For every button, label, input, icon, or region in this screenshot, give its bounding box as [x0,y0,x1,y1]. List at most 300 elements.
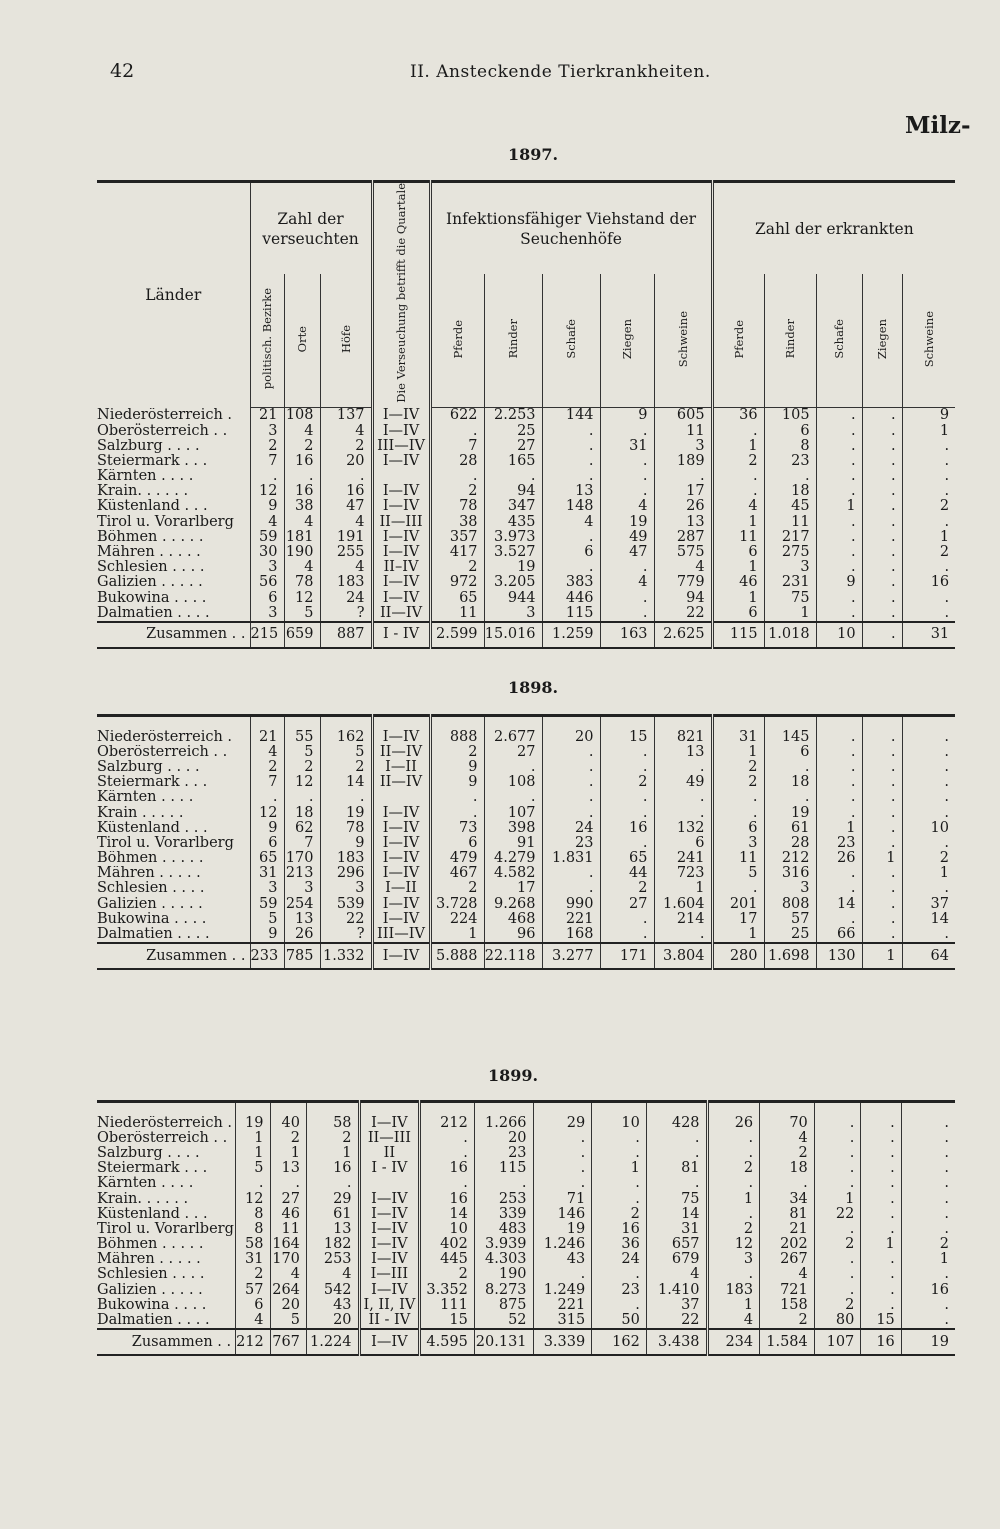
data-cell: . [816,515,862,530]
data-cell: 24 [320,591,372,606]
data-cell: 11 [430,606,484,622]
total-cell: 1 [862,943,902,969]
data-cell: . [760,1176,815,1191]
data-cell: . [712,423,764,438]
data-cell: 75 [646,1191,707,1206]
data-cell: I—IV [372,423,430,438]
data-cell: . [600,760,654,775]
data-cell: . [430,469,484,484]
data-cell: 1 [712,745,764,760]
total-cell: 15.016 [484,622,542,648]
table-row [97,606,955,622]
total-cell: 234 [707,1329,760,1355]
data-cell: 15 [420,1313,475,1329]
data-cell: 3 [320,881,372,896]
data-cell: 43 [306,1298,359,1313]
data-cell: 23 [474,1146,533,1161]
data-cell: . [902,775,955,790]
data-cell: 26 [816,851,862,866]
data-cell: . [542,423,600,438]
data-cell: 78 [284,575,320,590]
data-cell: . [862,439,902,454]
data-cell: 164 [270,1237,306,1252]
year-title-1897: 1897. [508,145,559,164]
table-row [97,408,955,424]
data-cell: II - IV [359,1313,420,1329]
data-cell: 58 [306,1116,359,1131]
data-cell: 5 [270,1313,306,1329]
data-cell: 6 [712,545,764,560]
data-cell: 10 [592,1116,647,1131]
land-name-cell: Kärnten . . . . [97,790,194,806]
data-cell: . [862,897,902,912]
total-cell: 16 [861,1329,901,1355]
data-cell: II—III [359,1131,420,1146]
col-header-schafe: Schafe [832,318,847,359]
data-cell: 201 [712,897,764,912]
data-cell: 36 [712,408,764,424]
data-cell: 23 [764,454,816,469]
data-cell: 9 [600,408,654,424]
data-cell: I—IV [372,912,430,927]
data-cell: 255 [320,545,372,560]
data-cell: 29 [533,1116,592,1131]
data-cell: . [862,454,902,469]
data-cell: 158 [760,1298,815,1313]
data-cell: 47 [320,499,372,514]
table-row [97,484,955,499]
data-cell: . [901,1116,955,1131]
data-cell: 2 [320,760,372,775]
data-cell: 575 [654,545,712,560]
data-cell: . [816,408,862,424]
data-cell: 57 [764,912,816,927]
data-cell: 78 [320,821,372,836]
data-cell: 13 [284,912,320,927]
table-row [97,499,955,514]
data-cell: 417 [430,545,484,560]
data-cell: I—IV [372,545,430,560]
total-cell: 31 [902,622,955,648]
data-cell: . [320,469,372,484]
total-cell: 19 [901,1329,955,1355]
data-cell: 75 [764,591,816,606]
data-cell: 3 [284,881,320,896]
data-cell: . [816,730,862,745]
data-cell: 2 [306,1131,359,1146]
land-name-cell: Bukowina . . . . [97,590,207,606]
data-cell: 253 [306,1252,359,1267]
total-row [97,1329,955,1355]
land-name-cell: Tirol u. Vorarlberg [97,835,234,851]
data-cell: 316 [764,866,816,881]
table-row [97,1131,955,1146]
data-cell: 14 [902,912,955,927]
data-cell: . [600,423,654,438]
data-cell: . [646,1131,707,1146]
data-cell: . [712,790,764,805]
data-cell: 144 [542,408,600,424]
data-cell: 1 [306,1146,359,1161]
land-name-cell: Schlesien . . . . [97,560,205,576]
data-cell: 1 [712,927,764,943]
data-cell: 78 [430,499,484,514]
total-cell: I - IV [372,622,430,648]
data-cell: . [902,484,955,499]
data-cell: II—IV [372,745,430,760]
data-cell: 108 [484,775,542,790]
land-name-cell: Küstenland . . . [97,820,208,836]
data-cell: 11 [712,851,764,866]
data-cell: 9.268 [484,897,542,912]
col-header-erkrankten: Zahl der erkrankten [712,182,955,275]
data-cell: I—IV [372,730,430,745]
col-header-pferde: Pferde [450,319,465,358]
col-header-bezirke: politisch. Bezirke [260,288,274,390]
data-cell: III—IV [372,927,430,943]
data-cell: 9 [250,499,284,514]
data-cell: 9 [430,775,484,790]
data-cell: 21 [250,408,284,424]
land-name-cell: Galizien . . . . . [97,896,203,912]
data-cell: 2 [284,439,320,454]
total-cell: I—IV [359,1329,420,1355]
total-cell: 887 [320,622,372,648]
land-name-cell: Steiermark . . . [97,1161,208,1177]
data-cell: 4 [284,515,320,530]
data-cell: 115 [474,1161,533,1176]
data-cell: . [861,1207,901,1222]
data-cell: 27 [600,897,654,912]
data-cell: 34 [760,1191,815,1206]
data-cell: 217 [764,530,816,545]
data-cell: 2 [270,1131,306,1146]
data-cell: 59 [250,530,284,545]
land-name-cell: Kärnten . . . . [97,469,194,485]
data-cell: 275 [764,545,816,560]
data-cell: 37 [902,897,955,912]
data-cell: . [592,1131,647,1146]
data-cell: . [592,1176,647,1191]
land-name-cell: Böhmen . . . . . [97,851,204,867]
data-cell: 3 [250,881,284,896]
land-name-cell: Kärnten . . . . [97,1176,194,1192]
data-cell: II—IV [372,775,430,790]
data-cell: 3.352 [420,1283,475,1298]
data-cell: 221 [542,912,600,927]
data-cell: . [861,1176,901,1191]
data-cell: . [902,745,955,760]
data-cell: 15 [861,1313,901,1329]
data-cell: 50 [592,1313,647,1329]
data-cell: . [902,881,955,896]
data-cell: 5 [284,606,320,622]
data-cell: 16 [284,454,320,469]
table-row [97,545,955,560]
data-cell: . [236,1176,270,1191]
data-cell: I—IV [372,499,430,514]
data-cell: 22 [814,1207,861,1222]
data-cell: 1 [816,821,862,836]
data-cell: 221 [533,1298,592,1313]
data-cell: . [861,1283,901,1298]
table-row [97,560,955,575]
data-cell: 1 [902,530,955,545]
data-cell: 253 [474,1191,533,1206]
data-cell: 402 [420,1237,475,1252]
data-cell: . [592,1298,647,1313]
data-cell: 1 [712,591,764,606]
data-cell: 1 [430,927,484,943]
data-cell [372,790,430,805]
data-cell: 2 [592,1207,647,1222]
data-cell: 3 [764,881,816,896]
data-cell: . [816,775,862,790]
data-cell: 7 [250,775,284,790]
data-cell: 888 [430,730,484,745]
land-name-cell: Krain. . . . . . [97,1191,189,1207]
data-cell: ? [320,606,372,622]
total-cell: 115 [712,622,764,648]
data-cell: 16 [420,1191,475,1206]
data-cell: . [902,927,955,943]
data-cell: 4 [600,575,654,590]
data-cell: 808 [764,897,816,912]
table-row [97,423,955,438]
table-row [97,730,955,745]
data-cell: 8.273 [474,1283,533,1298]
data-cell: 16 [902,575,955,590]
land-name-cell: Salzburg . . . . [97,1145,200,1161]
data-cell: 31 [646,1222,707,1237]
data-cell: 47 [600,545,654,560]
data-cell: 91 [484,836,542,851]
data-cell: . [542,760,600,775]
data-cell: 1 [712,560,764,575]
data-cell: 11 [764,515,816,530]
data-cell: 3.939 [474,1237,533,1252]
data-cell: . [814,1146,861,1161]
data-cell: . [862,866,902,881]
land-name-cell: Küstenland . . . [97,1206,208,1222]
data-cell: . [600,484,654,499]
data-cell: 542 [306,1283,359,1298]
land-name-cell: Böhmen . . . . . [97,1237,204,1253]
land-name-cell: Schlesien . . . . [97,881,205,897]
data-cell: 6 [250,836,284,851]
data-cell: . [306,1176,359,1191]
data-cell: . [901,1146,955,1161]
data-cell: . [861,1116,901,1131]
data-cell: 189 [654,454,712,469]
table-row [97,836,955,851]
data-cell: 2 [284,760,320,775]
data-cell: 30 [250,545,284,560]
data-cell: . [816,469,862,484]
total-cell: 1.224 [306,1329,359,1355]
data-cell: 2 [712,454,764,469]
data-cell: 3 [654,439,712,454]
data-cell: 18 [764,484,816,499]
data-cell: 3.728 [430,897,484,912]
table-row [97,866,955,881]
data-cell: . [707,1176,760,1191]
data-cell: . [816,530,862,545]
data-cell: . [816,484,862,499]
data-cell: . [902,760,955,775]
data-cell: 12 [284,775,320,790]
data-cell: 94 [484,484,542,499]
data-cell: 4 [760,1131,815,1146]
data-cell: 2 [901,1237,955,1252]
data-cell: . [902,454,955,469]
data-cell: I—IV [372,866,430,881]
data-cell: 10 [902,821,955,836]
data-cell: I—IV [359,1237,420,1252]
data-cell: 212 [420,1116,475,1131]
data-cell: 5 [284,745,320,760]
data-cell: . [707,1207,760,1222]
data-cell: . [816,423,862,438]
data-cell: 20 [542,730,600,745]
data-cell: II—IV [372,606,430,622]
total-cell: 233 [250,943,284,969]
data-cell: 7 [284,836,320,851]
data-cell: . [600,912,654,927]
total-cell: 107 [814,1329,861,1355]
data-cell: 14 [816,897,862,912]
data-cell: 31 [250,866,284,881]
data-cell: . [814,1267,861,1282]
data-cell: . [542,454,600,469]
data-cell: . [592,1267,647,1282]
land-name-cell: Krain . . . . . [97,805,184,821]
table-row [97,1267,955,1282]
land-name-cell: Niederösterreich . [97,407,233,424]
col-header-pferde: Pferde [731,319,746,358]
col-header-ziegen: Ziegen [620,318,635,359]
data-cell: . [862,927,902,943]
data-cell: 1 [712,439,764,454]
data-cell: 6 [712,606,764,622]
total-label: Zusammen . . [97,1329,236,1355]
data-cell: 3 [484,606,542,622]
land-name-cell: Küstenland . . . [97,499,208,515]
data-cell: . [484,469,542,484]
data-cell: 170 [284,851,320,866]
data-cell: 9 [902,408,955,424]
data-cell: . [707,1131,760,1146]
data-cell: 81 [646,1161,707,1176]
data-cell: 2 [707,1161,760,1176]
data-cell: II—III [372,515,430,530]
data-cell: 3 [250,423,284,438]
data-cell: I—IV [359,1191,420,1206]
land-name-cell: Steiermark . . . [97,775,208,791]
land-name-cell: Steiermark . . . [97,453,208,469]
data-cell: 21 [760,1222,815,1237]
data-cell: 96 [484,927,542,943]
data-cell: 483 [474,1222,533,1237]
data-cell: 779 [654,575,712,590]
data-cell: 287 [654,530,712,545]
data-cell: 132 [654,821,712,836]
data-cell: . [542,866,600,881]
data-cell: 2 [320,439,372,454]
data-cell: . [862,760,902,775]
data-cell: . [814,1161,861,1176]
land-name-cell: Böhmen . . . . . [97,529,204,545]
data-cell: 4.303 [474,1252,533,1267]
data-cell: . [862,515,902,530]
data-cell: . [862,560,902,575]
data-cell: 1.266 [474,1116,533,1131]
data-cell: 468 [484,912,542,927]
data-cell: 9 [320,836,372,851]
total-cell: 10 [816,622,862,648]
data-cell: . [862,545,902,560]
data-cell: I—IV [372,836,430,851]
total-cell: 5.888 [430,943,484,969]
data-cell: 2.253 [484,408,542,424]
data-cell: 46 [712,575,764,590]
data-cell: 11 [654,423,712,438]
data-cell: 181 [284,530,320,545]
table-row [97,1222,955,1237]
land-name-cell: Tirol u. Vorarlberg [97,514,234,530]
data-cell: . [542,530,600,545]
total-cell: 1.698 [764,943,816,969]
data-cell: . [814,1116,861,1131]
data-cell: 1 [816,499,862,514]
data-cell: . [861,1222,901,1237]
data-cell: 137 [320,408,372,424]
total-cell: 3.277 [542,943,600,969]
land-name-cell: Dalmatien . . . . [97,926,210,943]
data-cell: 49 [654,775,712,790]
data-cell: . [901,1298,955,1313]
table-row [97,1191,955,1206]
data-cell: 19 [533,1222,592,1237]
data-cell: 4 [284,423,320,438]
data-cell: 12 [250,484,284,499]
data-cell: . [533,1161,592,1176]
data-cell: 18 [764,775,816,790]
total-cell: 785 [284,943,320,969]
data-cell: 191 [320,530,372,545]
data-cell: 4 [600,499,654,514]
data-cell: . [902,560,955,575]
data-cell: . [862,591,902,606]
total-label: Zusammen . . [97,943,250,969]
data-cell: 61 [306,1207,359,1222]
data-cell: 19 [764,805,816,820]
data-cell: . [600,836,654,851]
data-cell: 2 [236,1267,270,1282]
data-cell: 105 [764,408,816,424]
data-cell: 36 [592,1237,647,1252]
data-cell: 13 [654,745,712,760]
data-cell: 3.527 [484,545,542,560]
data-cell: 23 [816,836,862,851]
data-cell: 56 [250,575,284,590]
data-cell: 12 [707,1237,760,1252]
data-cell: 2 [814,1298,861,1313]
data-cell: 18 [760,1161,815,1176]
data-cell: II [359,1146,420,1161]
data-cell: . [862,821,902,836]
data-cell: 65 [250,851,284,866]
